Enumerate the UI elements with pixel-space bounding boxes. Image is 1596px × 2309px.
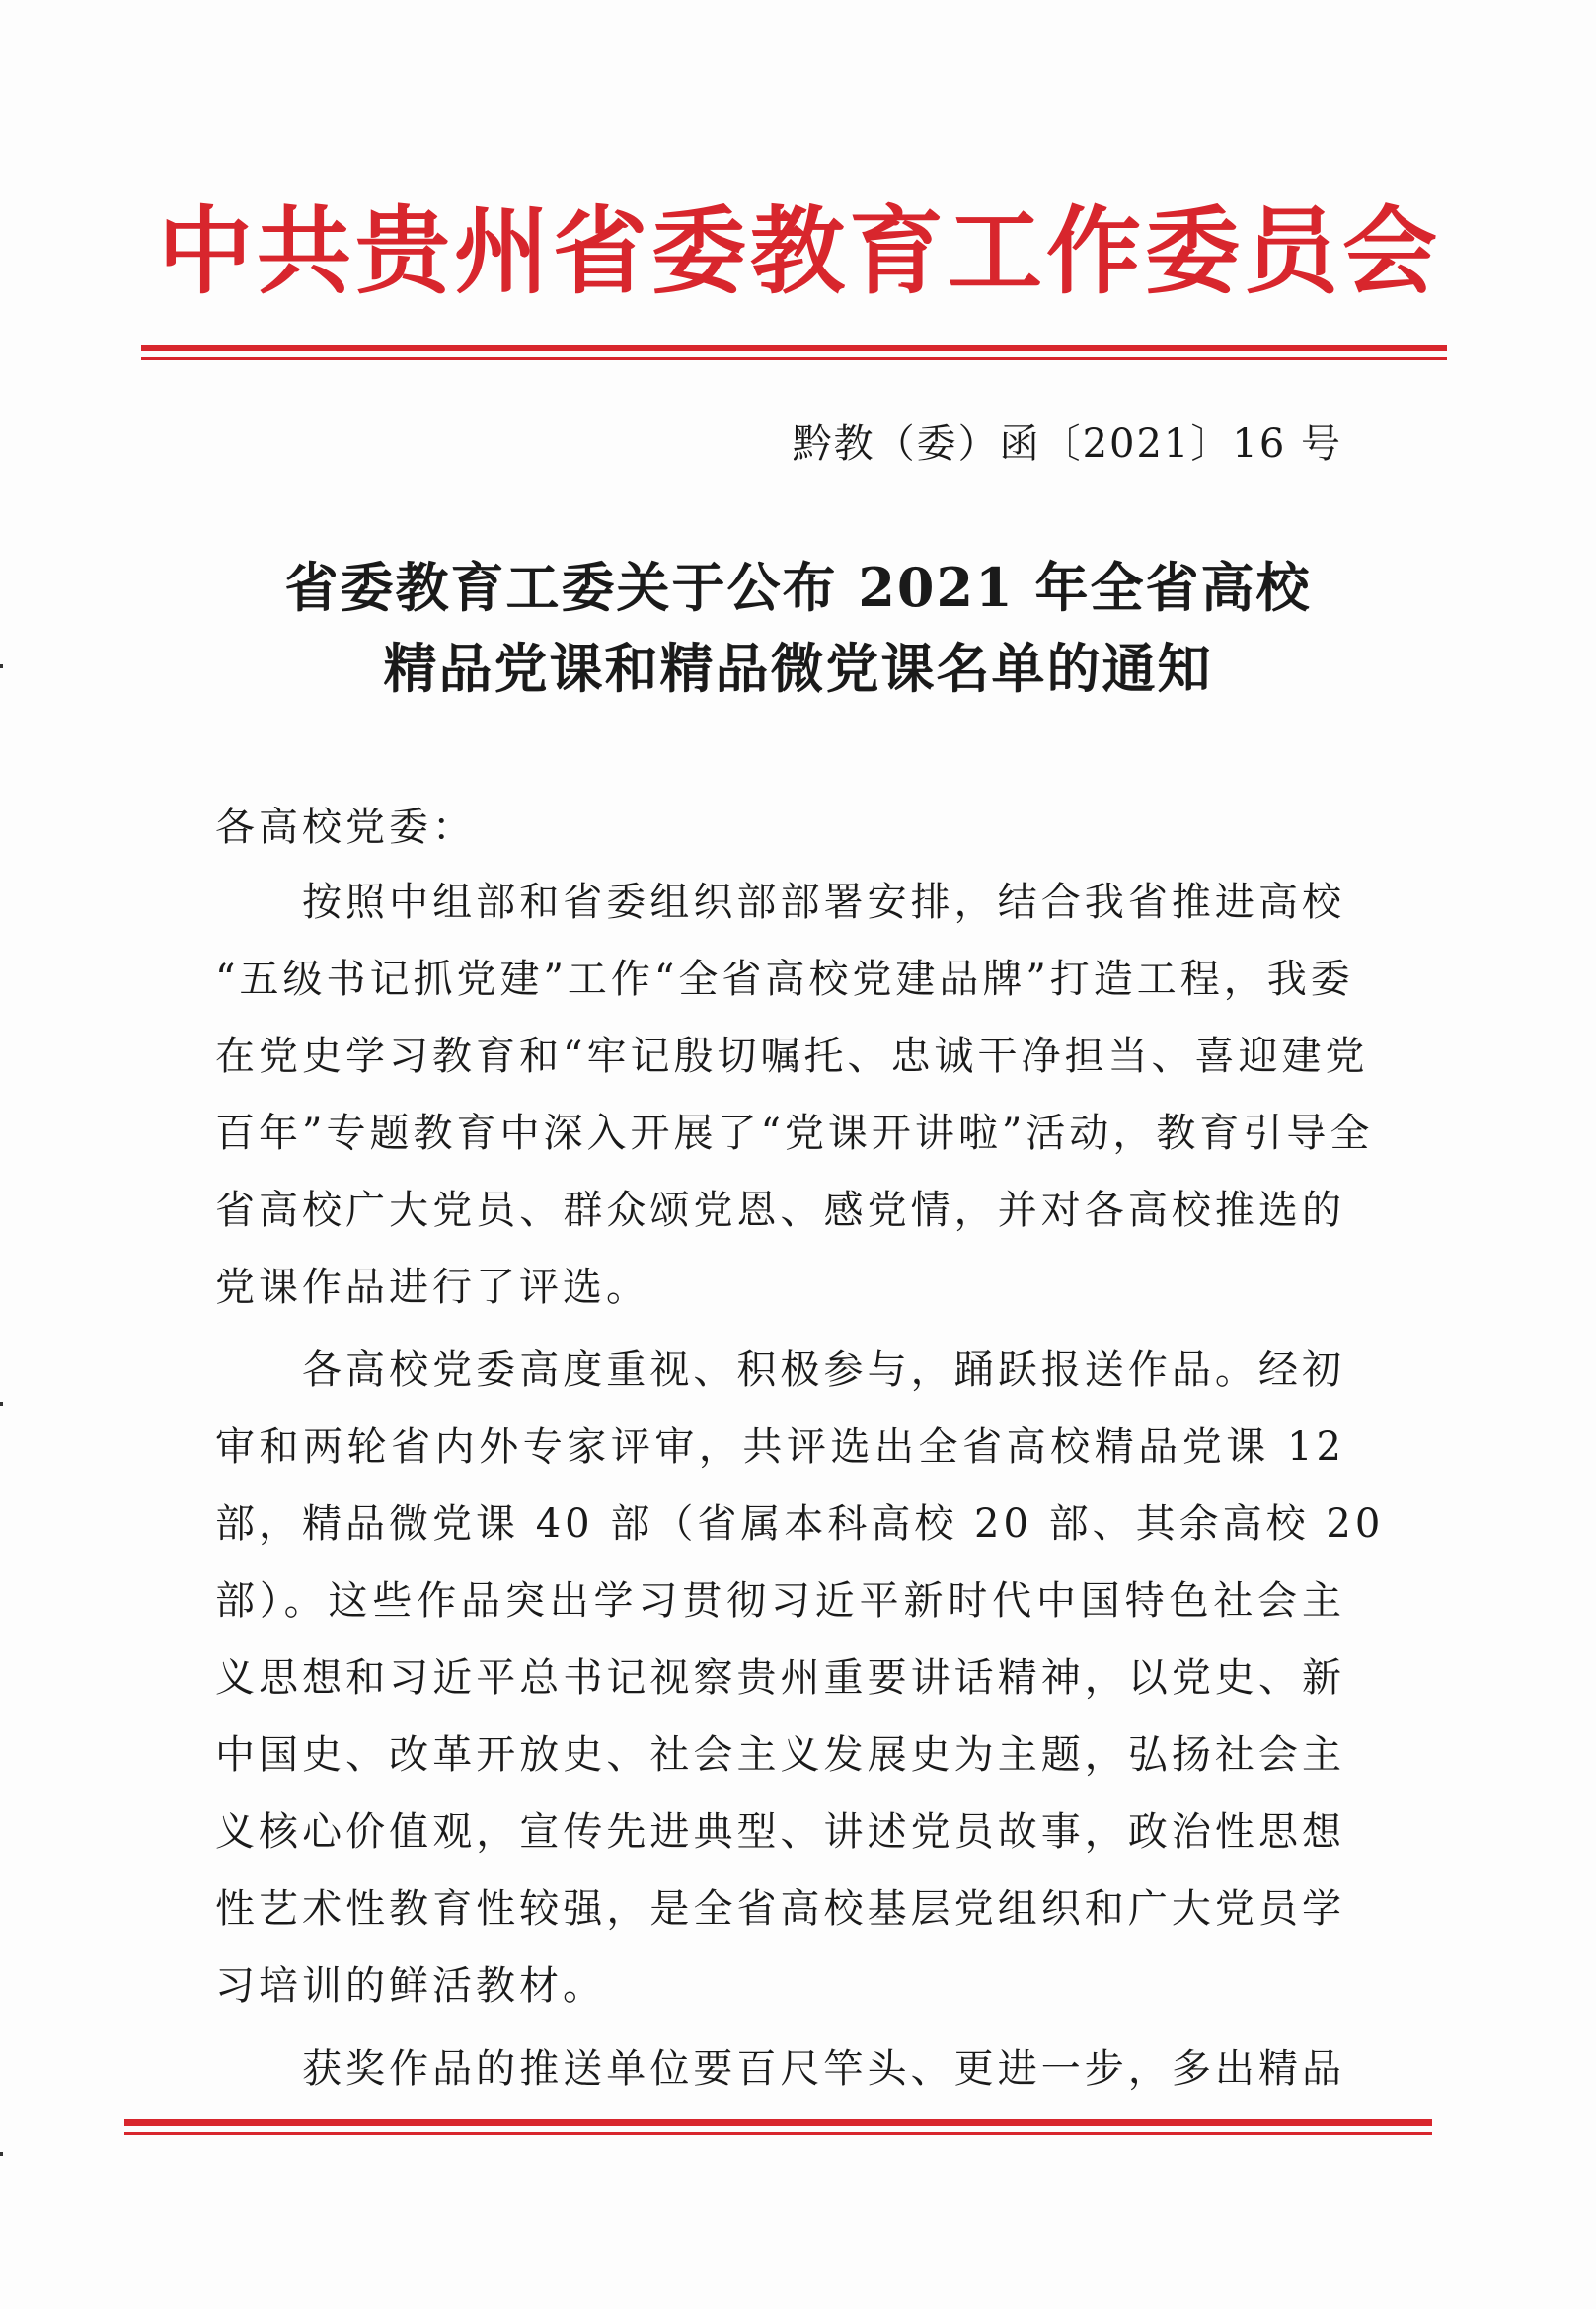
paragraph-2-line: 义思想和习近平总书记视察贵州重要讲话精神，以党史、新	[215, 1655, 1345, 1701]
paragraph-1-line: 在党史学习教育和“牢记殷切嘱托、忠诚干净担当、喜迎建党	[215, 1034, 1369, 1079]
footer-rule-thick	[124, 2119, 1432, 2126]
scan-mark	[0, 664, 3, 668]
paragraph-1-line: 按照中组部和省委组织部部署安排，结合我省推进高校	[302, 880, 1345, 925]
paragraph-2-line: 中国史、改革开放史、社会主义发展史为主题，弘扬社会主	[215, 1732, 1345, 1778]
paragraph-1-line: 百年”专题教育中深入开展了“党课开讲啦”活动，教育引导全	[215, 1111, 1374, 1156]
letterhead-rule-thick	[141, 345, 1447, 351]
scan-mark	[0, 1402, 3, 1406]
paragraph-2-line: 部，精品微党课 40 部（省属本科高校 20 部、其余高校 20	[215, 1501, 1385, 1547]
notice-title-line-1: 省委教育工委关于公布 2021 年全省高校	[284, 556, 1312, 619]
footer-rule-thin	[124, 2132, 1432, 2135]
paragraph-2-line: 性艺术性教育性较强，是全省高校基层党组织和广大党员学	[215, 1886, 1345, 1932]
letterhead-title: 中共贵州省委教育工作委员会	[158, 195, 1441, 307]
paragraph-2-line: 习培训的鲜活教材。	[215, 1963, 606, 2009]
paragraph-1-line: 党课作品进行了评选。	[215, 1265, 649, 1310]
paragraph-2-line: 审和两轮省内外专家评审，共评选出全省高校精品党课 12	[215, 1424, 1345, 1470]
document-number: 黔教（委）函〔2021〕16 号	[792, 422, 1342, 467]
salutation: 各高校党委：	[215, 805, 476, 850]
paragraph-1-line: 省高校广大党员、群众颂党恩、感党情，并对各高校推选的	[215, 1188, 1345, 1233]
paragraph-3-line: 获奖作品的推送单位要百尺竿头、更进一步，多出精品	[302, 2046, 1345, 2092]
letterhead-rule-thin	[141, 357, 1447, 360]
scan-mark	[0, 2152, 3, 2156]
notice-title-line-2: 精品党课和精品微党课名单的通知	[383, 637, 1213, 700]
paragraph-2-line: 部）。这些作品突出学习贯彻习近平新时代中国特色社会主	[215, 1578, 1345, 1624]
paragraph-1-line: “五级书记抓党建”工作“全省高校党建品牌”打造工程，我委	[215, 957, 1354, 1002]
paragraph-2-line: 各高校党委高度重视、积极参与，踊跃报送作品。经初	[302, 1347, 1345, 1393]
paragraph-2-line: 义核心价值观，宣传先进典型、讲述党员故事，政治性思想	[215, 1809, 1345, 1855]
